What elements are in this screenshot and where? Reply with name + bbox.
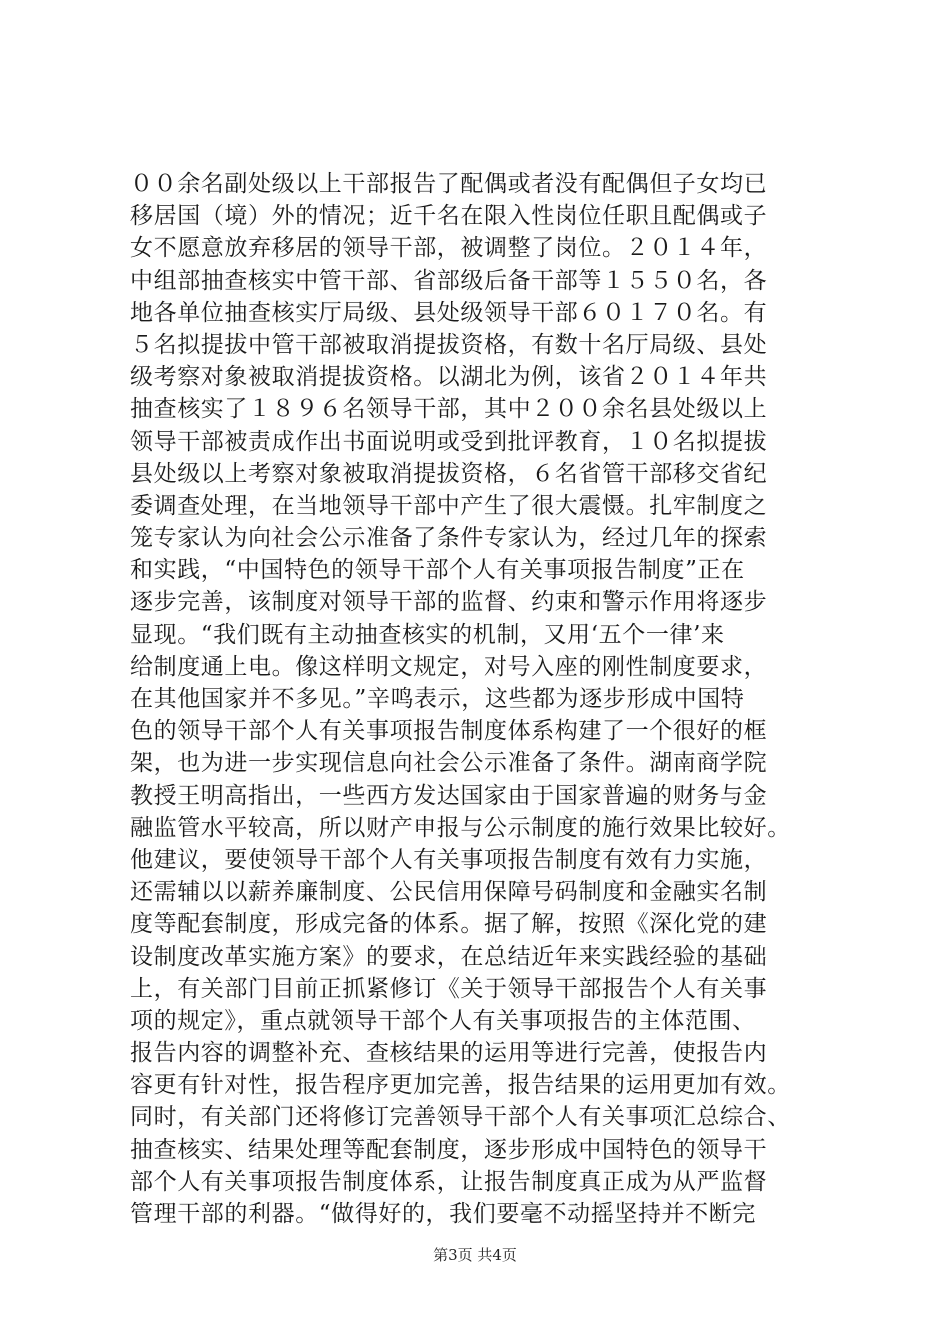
text-line: 色的领导干部个人有关事项报告制度体系构建了一个很好的框 bbox=[130, 718, 768, 745]
text-line: 度等配套制度，形成完备的体系。据了解，按照《深化党的建 bbox=[130, 911, 768, 938]
page-footer: 第3页 共4页 bbox=[433, 1246, 517, 1264]
text-line: 给制度通上电。像这样明文规定，对号入座的刚性制度要求， bbox=[130, 653, 768, 680]
text-line: 架，也为进一步实现信息向社会公示准备了条件。湖南商学院 bbox=[130, 750, 768, 777]
text-line: 融监管水平较高，所以财产申报与公示制度的施行效果比较好。 bbox=[130, 814, 791, 841]
text-line: 他建议，要使领导干部个人有关事项报告制度有效有力实施， bbox=[130, 846, 768, 873]
body-text bbox=[130, 168, 830, 1230]
text-line: 级考察对象被取消提拔资格。以湖北为例，该省２０１４年共 bbox=[130, 364, 768, 391]
text-line: 领导干部被责成作出书面说明或受到批评教育，１０名拟提拔 bbox=[130, 428, 768, 455]
text-line: 抽查核实、结果处理等配套制度，逐步形成中国特色的领导干 bbox=[130, 1136, 768, 1163]
text-line: 抽查核实了１８９６名领导干部，其中２００余名县处级以上 bbox=[130, 396, 768, 423]
text-line: 管理干部的利器。“做得好的，我们要毫不动摇坚持并不断完 bbox=[130, 1201, 756, 1227]
text-line: ００余名副处级以上干部报告了配偶或者没有配偶但子女均已 bbox=[130, 171, 768, 197]
text-line: 上，有关部门目前正抓紧修订《关于领导干部报告个人有关事 bbox=[130, 975, 768, 1002]
text-line: 委调查处理，在当地领导干部中产生了很大震慑。扎牢制度之 bbox=[130, 492, 768, 519]
text-line: 部个人有关事项报告制度体系，让报告制度真正成为从严监督 bbox=[130, 1168, 768, 1195]
text-line: 报告内容的调整补充、查核结果的运用等进行完善，使报告内 bbox=[130, 1040, 768, 1067]
text-line: 和实践，“中国特色的领导干部个人有关事项报告制度”正在 bbox=[130, 557, 745, 584]
text-line: 地各单位抽查核实厅局级、县处级领导干部６０１７０名。有 bbox=[130, 299, 768, 326]
text-line: 中组部抽查核实中管干部、省部级后备干部等１５５０名，各 bbox=[130, 267, 768, 294]
text-line: ５名拟提拔中管干部被取消提拔资格，有数十名厅局级、县处 bbox=[130, 331, 768, 358]
text-line: 还需辅以以薪养廉制度、公民信用保障号码制度和金融实名制 bbox=[130, 879, 768, 906]
text-line: 笼专家认为向社会公示准备了条件专家认为，经过几年的探索 bbox=[130, 525, 768, 552]
text-line: 设制度改革实施方案》的要求，在总结近年来实践经验的基础 bbox=[130, 943, 768, 970]
text-line: 逐步完善，该制度对领导干部的监督、约束和警示作用将逐步 bbox=[130, 589, 768, 616]
text-line: 同时，有关部门还将修订完善领导干部个人有关事项汇总综合、 bbox=[130, 1104, 791, 1131]
text-line: 项的规定》，重点就领导干部个人有关事项报告的主体范围、 bbox=[130, 1007, 756, 1034]
text-line: 显现。“我们既有主动抽查核实的机制，又用‘五个一律’来 bbox=[130, 621, 725, 648]
text-line: 县处级以上考察对象被取消提拔资格，６名省管干部移交省纪 bbox=[130, 460, 768, 487]
text-line: 女不愿意放弃移居的领导干部，被调整了岗位。２０１４年， bbox=[130, 235, 768, 262]
text-line: 在其他国家并不多见。”辛鸣表示，这些都为逐步形成中国特 bbox=[130, 686, 745, 712]
text-line: 移居国（境）外的情况；近千名在限入性岗位任职且配偶或子 bbox=[130, 203, 768, 230]
text-line: 教授王明高指出，一些西方发达国家由于国家普遍的财务与金 bbox=[130, 782, 768, 809]
text-line: 容更有针对性，报告程序更加完善，报告结果的运用更加有效。 bbox=[130, 1072, 791, 1099]
